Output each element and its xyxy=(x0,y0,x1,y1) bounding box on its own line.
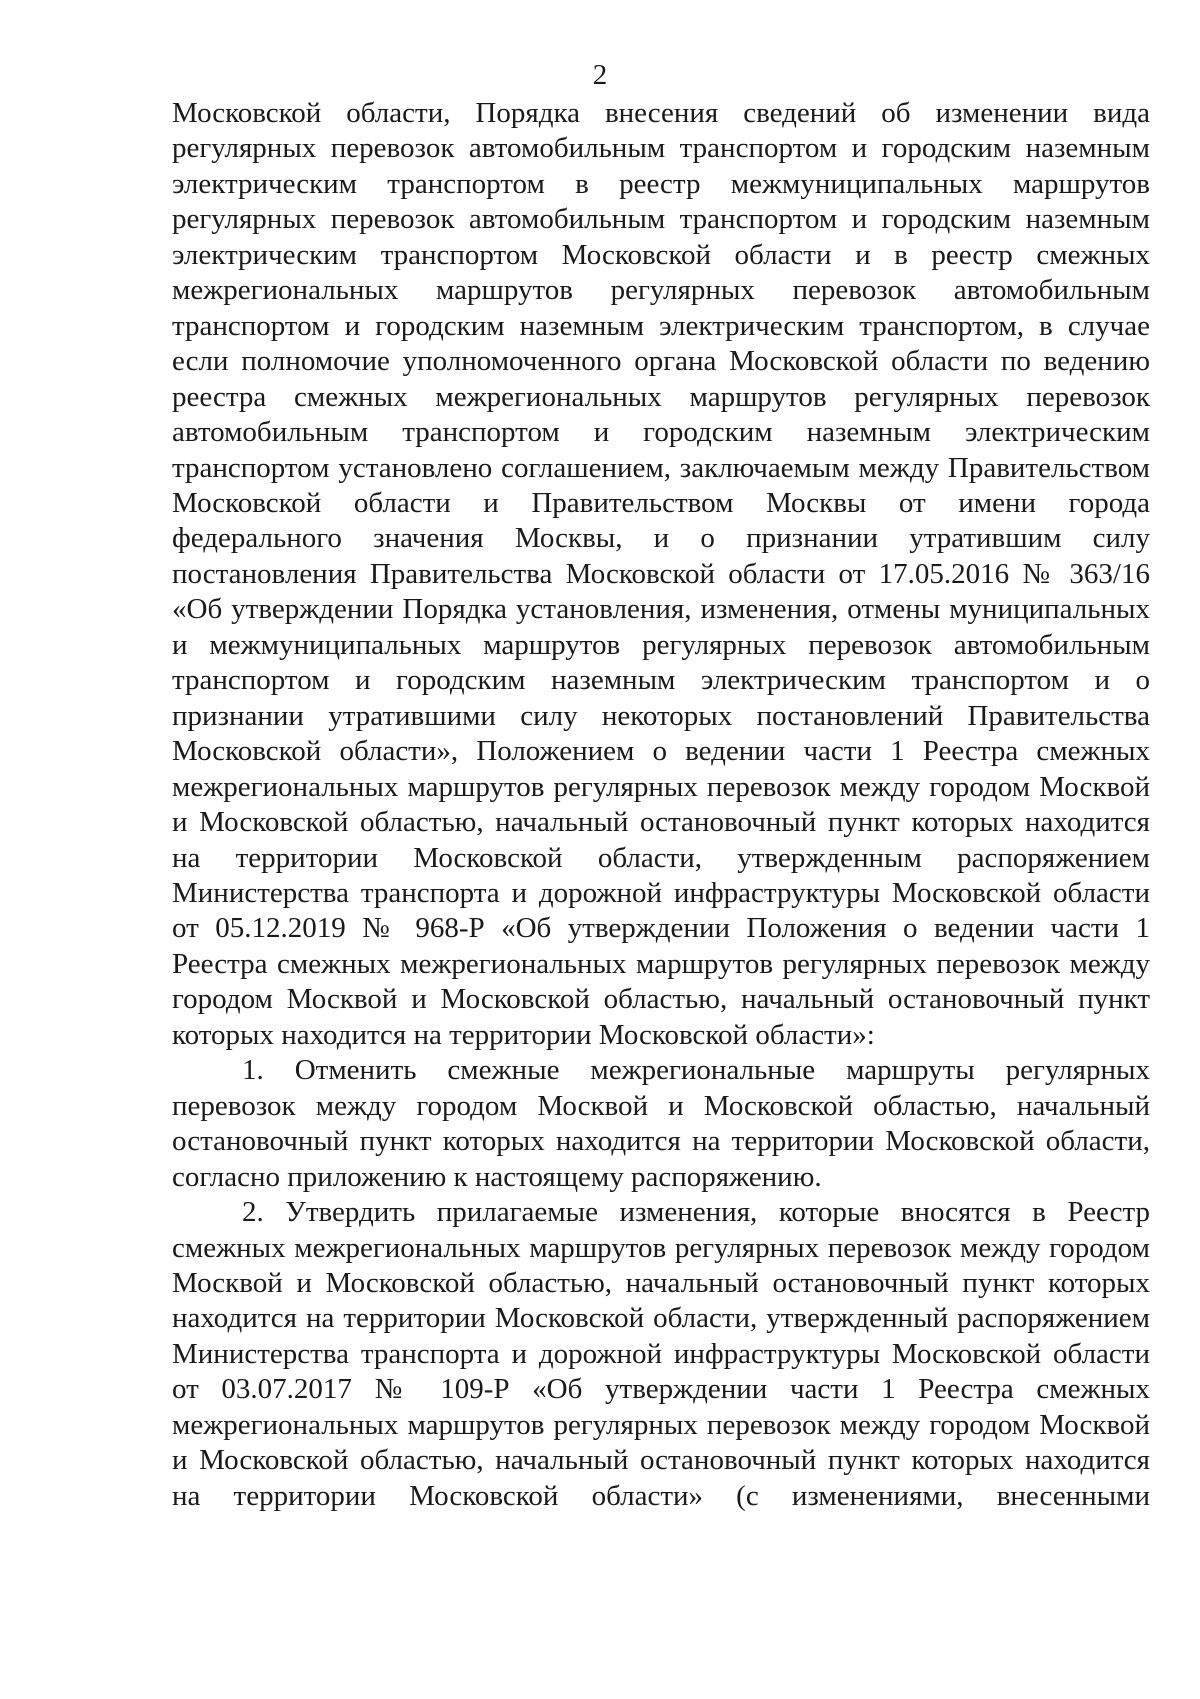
page-number: 2 xyxy=(592,59,608,91)
preamble-paragraph: Московской области, Порядка внесения сведений об изменении вида регулярных перевозок автомобильным транспортом и городским наземным электрическим транспортом в реестр межмуниципальных маршрутов регулярных перевозок автомобильным транспортом и городским наземным электрическим транспортом Московской области и в реестр смежных межрегиональных маршрутов регулярных перевозок автомобильным транспортом и городским наземным электрическим транспортом, в случае если полномочие уполномоченного органа Московской области по ведению реестра смежных межрегиональных маршрутов регулярных перевозок автомобильным транспортом и городским наземным электрическим транспортом установлено соглашением, заключаемым между Правительством Московской области и Правительством Москвы от имени города федерального значения Москвы, и о признании утратившим силу постановления Правительства Московской области от 17.05.2016 № 363/16 «Об утверждении Порядка установления, изменения, отмены муниципальных и межмуниципальных маршрутов регулярных перевозок автомобильным транспортом и городским наземным электрическим транспортом и о признании утратившими силу некоторых постановлений Правительства Московской области», Положением о ведении части 1 Реестра смежных межрегиональных маршрутов регулярных перевозок между городом Москвой и Московской областью, начальный остановочный пункт которых находится на территории Московской области, утвержденным распоряжением Министерства транспорта и дорожной инфраструктуры Московской области от 05.12.2019 № 968-Р «Об утверждении Положения о ведении части 1 Реестра смежных межрегиональных маршрутов регулярных перевозок между городом Москвой и Московской областью, начальный остановочный пункт которых находится на территории Московской области»: xyxy=(172,97,1150,1051)
item-1-paragraph: 1. Отменить смежные межрегиональные маршруты регулярных перевозок между городом Москвой и Московской областью, начальный остановочный пункт которых находится на территории Московской области, согласно приложению к настоящему распоряжению. xyxy=(172,1054,1150,1193)
item-2-paragraph: 2. Утвердить прилагаемые изменения, которые вносятся в Реестр смежных межрегиональных маршрутов регулярных перевозок между городом Москвой и Московской областью, начальный остановочный пункт которых находится на территории Московской области, утвержденный распоряжением Министерства транспорта и дорожной инфраструктуры Московской области от 03.07.2017 № 109-Р «Об утверждении части 1 Реестра смежных межрегиональных маршрутов регулярных перевозок между городом Москвой и Московской областью, начальный остановочный пункт которых находится на территории Московской области» (с изменениями, внесенными xyxy=(172,1196,1150,1512)
document-body xyxy=(172,96,1150,1514)
